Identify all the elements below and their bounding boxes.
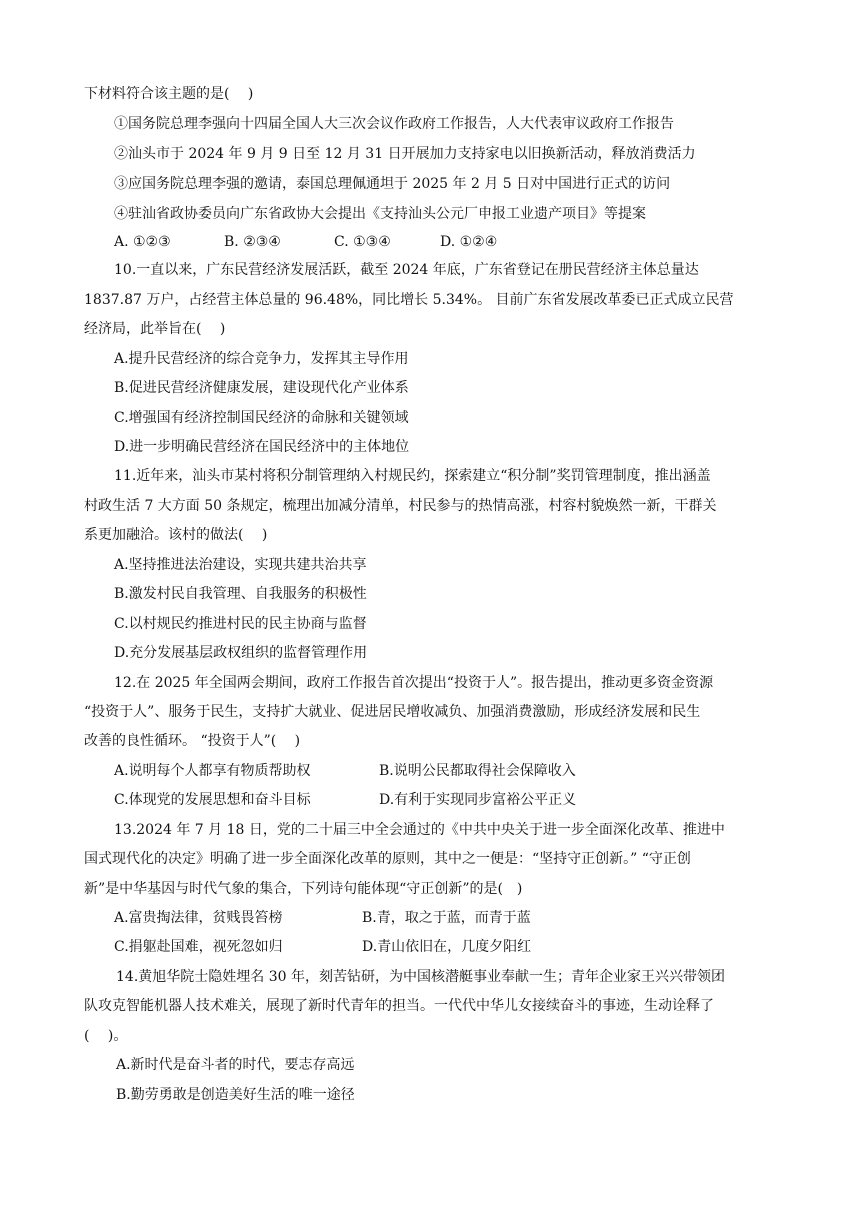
q14-stem-line-3: ( )。 xyxy=(84,1028,128,1044)
q13-stem-line-1: 13.2024 年 7 月 18 日，党的二十届三中全会通过的《中共中央关于进一步全面深化改革、推进中 xyxy=(114,822,725,838)
q9-item-3: ③应国务院总理李强的邀请，泰国总理佩通坦于 2025 年 2 月 5 日对中国进行正式的访问 xyxy=(114,176,671,192)
q14-option-b: B.勤劳勇敢是创造美好生活的唯一途径 xyxy=(116,1087,355,1103)
q13-stem-line-3: 新”是中华基因与时代气象的集合，下列诗句能体现“守正创新”的是( ) xyxy=(84,881,523,897)
q9-option-a: A. ①②③ xyxy=(114,234,171,250)
q12-stem-line-1: 12.在 2025 年全国两会期间，政府工作报告首次提出“投资于人”。报告提出，推动更多资金资源 xyxy=(114,675,714,691)
q14-stem-line-1: 14.黄旭华院士隐姓埋名 30 年，刻苦钻研，为中国核潜艇事业奉献一生；青年企业家王兴兴带领团 xyxy=(116,969,725,985)
q9-option-b: B. ②③④ xyxy=(224,234,281,250)
q13-option-b: B.青，取之于蓝，而青于蓝 xyxy=(362,910,531,926)
q10-stem-line-2: 1837.87 万户，占经营主体总量的 96.48%，同比增长 5.34%。 目前广东省发展改革委已正式成立民营 xyxy=(84,292,734,308)
q10-stem-line-1: 10.一直以来，广东民营经济发展活跃，截至 2024 年底，广东省登记在册民营经济主体总量达 xyxy=(114,262,699,278)
q13-option-d: D.青山依旧在，几度夕阳红 xyxy=(362,939,532,955)
q9-option-d: D. ①②④ xyxy=(440,234,498,250)
q10-stem-line-3: 经济局，此举旨在( ) xyxy=(84,321,226,337)
q11-option-b: B.激发村民自我管理、自我服务的积极性 xyxy=(114,586,367,602)
q13-option-a: A.富贵掏法律，贫贱畏笞榜 xyxy=(114,910,283,926)
q13-option-c: C.捐躯赴国难，视死忽如归 xyxy=(114,939,283,955)
q11-option-c: C.以村规民约推进村民的民主协商与监督 xyxy=(114,616,367,632)
q11-stem-line-1: 11.近年来，汕头市某村将积分制管理纳入村规民约，探索建立“积分制”奖罚管理制度，推出涵盖 xyxy=(114,468,711,484)
q12-option-d: D.有利于实现同步富裕公平正义 xyxy=(379,792,577,808)
q11-option-d: D.充分发展基层政权组织的监督管理作用 xyxy=(114,645,368,661)
q9-item-2: ②汕头市于 2024 年 9 月 9 日至 12 月 31 日开展加力支持家电以旧换新活动，释放消费活力 xyxy=(114,146,696,162)
q13-stem-line-2: 国式现代化的决定》明确了进一步全面深化改革的原则，其中之一便是：“坚持守正创新。” “守正创 xyxy=(84,851,691,867)
q14-stem-line-2: 队攻克智能机器人技术难关，展现了新时代青年的担当。一代代中华儿女接续奋斗的事迹，生动诠释了 xyxy=(84,998,714,1014)
q9-item-1: ①国务院总理李强向十四届全国人大三次会议作政府工作报告，人大代表审议政府工作报告 xyxy=(114,116,674,132)
q11-option-a: A.坚持推进法治建设，实现共建共治共享 xyxy=(114,557,367,573)
q12-option-b: B.说明公民都取得社会保障收入 xyxy=(379,763,576,779)
q10-option-b: B.促进民营经济健康发展，建设现代化产业体系 xyxy=(114,380,409,396)
q12-option-c: C.体现党的发展思想和奋斗目标 xyxy=(114,792,311,808)
q9-option-c: C. ①③④ xyxy=(334,234,391,250)
q12-stem-line-2: “投资于人”、服务于民生，支持扩大就业、促进居民增收减负、加强消费激励，形成经济发展和民生 xyxy=(84,704,701,720)
q11-stem-line-3: 系更加融洽。该村的做法( ) xyxy=(84,527,268,543)
q10-option-a: A.提升民营经济的综合竞争力，发挥其主导作用 xyxy=(114,351,409,367)
q10-option-d: D.进一步明确民营经济在国民经济中的主体地位 xyxy=(114,439,410,455)
q9-item-4: ④驻汕省政协委员向广东省政协大会提出《支持汕头公元厂申报工业遗产项目》等提案 xyxy=(114,206,646,222)
q10-option-c: C.增强国有经济控制国民经济的命脉和关键领域 xyxy=(114,410,409,426)
q11-stem-line-2: 村政生活 7 大方面 50 条规定，梳理出加减分清单，村民参与的热情高涨，村容村貌焕然一新，干群关 xyxy=(84,498,717,514)
question-9-stem-tail: 下材料符合该主题的是( ) xyxy=(84,86,254,102)
q14-option-a: A.新时代是奋斗者的时代，要志存高远 xyxy=(116,1057,355,1073)
q12-stem-line-3: 改善的良性循环。 “投资于人”( ) xyxy=(84,733,301,749)
q12-option-a: A.说明每个人都享有物质帮助权 xyxy=(114,763,311,779)
